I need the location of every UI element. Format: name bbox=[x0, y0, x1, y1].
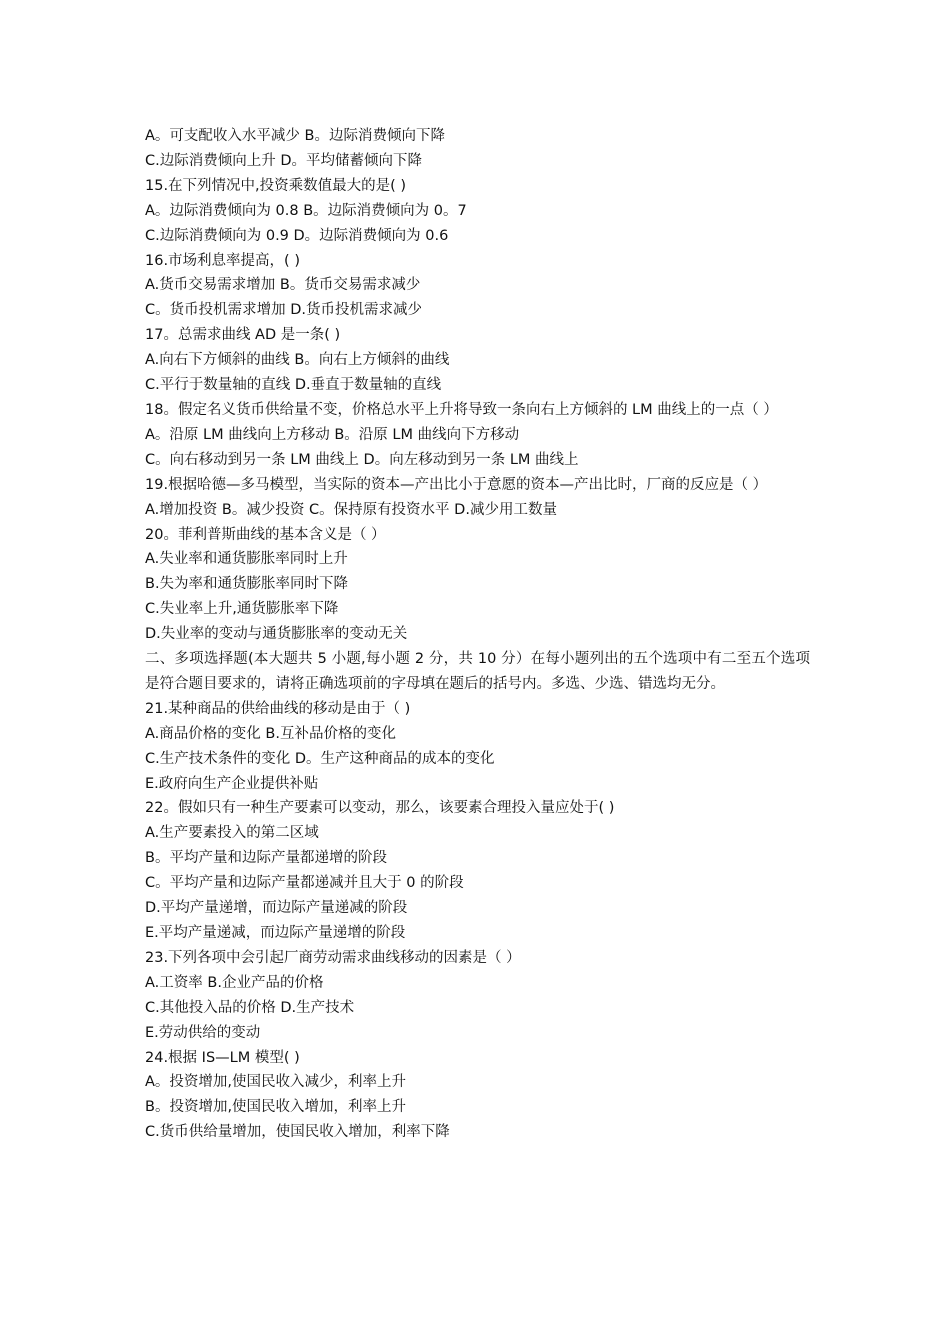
option-22e: E.平均产量递减，而边际产量递增的阶段 bbox=[145, 925, 406, 941]
option-line-14ab: A。可支配收入水平减少 B。边际消费倾向下降 bbox=[145, 128, 445, 144]
option-line-17ab: A.向右下方倾斜的曲线 B。向右上方倾斜的曲线 bbox=[145, 352, 450, 369]
option-line-15ab: A。边际消费倾向为 0.8 B。边际消费倾向为 0。7 bbox=[145, 202, 467, 219]
option-22b: B。平均产量和边际产量都递增的阶段 bbox=[145, 850, 387, 867]
option-line-21ab: A.商品价格的变化 B.互补品价格的变化 bbox=[145, 725, 396, 742]
section-heading-multiple-choice: 二、多项选择题(本大题共 5 小题,每小题 2 分，共 10 分）在每小题列出的五个选项中有二至五个选项是符合题目要求的，请将正确选项前的字母填在题后的括号内。多选、少选、错选均无分。 bbox=[145, 651, 810, 692]
question-20: 20。菲利普斯曲线的基本含义是（ ） bbox=[145, 526, 386, 543]
option-22d: D.平均产量递增，而边际产量递减的阶段 bbox=[145, 900, 408, 917]
question-19: 19.根据哈德—多马模型，当实际的资本—产出比小于意愿的资本—产出比时，厂商的反应是（ ） bbox=[145, 476, 768, 493]
option-line-16cd: C。货币投机需求增加 D.货币投机需求减少 bbox=[145, 302, 423, 319]
option-20d: D.失业率的变动与通货膨胀率的变动无关 bbox=[145, 626, 408, 643]
question-23: 23.下列各项中会引起厂商劳动需求曲线移动的因素是（ ） bbox=[145, 949, 521, 966]
option-line-17cd: C.平行于数量轴的直线 D.垂直于数量轴的直线 bbox=[145, 377, 442, 394]
option-24c: C.货币供给量增加，使国民收入增加，利率下降 bbox=[145, 1124, 450, 1141]
option-20b: B.失为率和通货膨胀率同时下降 bbox=[145, 576, 349, 593]
question-17: 17。总需求曲线 AD 是一条( ) bbox=[145, 327, 341, 344]
question-22: 22。假如只有一种生产要素可以变动，那么，该要素合理投入量应处于( ) bbox=[145, 800, 615, 817]
option-line-16ab: A.货币交易需求增加 B。货币交易需求减少 bbox=[145, 277, 421, 294]
option-21e: E.政府向生产企业提供补贴 bbox=[145, 775, 319, 792]
option-line-18ab: A。沿原 LM 曲线向上方移动 B。沿原 LM 曲线向下方移动 bbox=[145, 426, 520, 443]
question-24: 24.根据 IS—LM 模型( ) bbox=[145, 1049, 300, 1066]
question-16: 16.市场利息率提高，( ) bbox=[145, 252, 300, 269]
document-page bbox=[145, 124, 810, 1145]
option-20c: C.失业率上升,通货膨胀率下降 bbox=[145, 601, 339, 618]
option-line-18cd: C。向右移动到另一条 LM 曲线上 D。向左移动到另一条 LM 曲线上 bbox=[145, 451, 579, 468]
option-24a: A。投资增加,使国民收入减少，利率上升 bbox=[145, 1074, 407, 1091]
question-18: 18。假定名义货币供给量不变，价格总水平上升将导致一条向右上方倾斜的 LM 曲线上的一点（ ） bbox=[145, 401, 778, 418]
option-line-15cd: C.边际消费倾向为 0.9 D。边际消费倾向为 0.6 bbox=[145, 227, 449, 244]
option-23e: E.劳动供给的变动 bbox=[145, 1024, 261, 1041]
option-line-14cd: C.边际消费倾向上升 D。平均储蓄倾向下降 bbox=[145, 152, 423, 169]
option-24b: B。投资增加,使国民收入增加，利率上升 bbox=[145, 1099, 407, 1116]
option-line-23ab: A.工资率 B.企业产品的价格 bbox=[145, 974, 324, 991]
option-line-21cd: C.生产技术条件的变化 D。生产这种商品的成本的变化 bbox=[145, 750, 495, 767]
option-22c: C。平均产量和边际产量都递减并且大于 0 的阶段 bbox=[145, 875, 464, 892]
option-line-23cd: C.其他投入品的价格 D.生产技术 bbox=[145, 999, 355, 1016]
option-22a: A.生产要素投入的第二区域 bbox=[145, 825, 319, 842]
option-20a: A.失业率和通货膨胀率同时上升 bbox=[145, 551, 348, 568]
question-15: 15.在下列情况中,投资乘数值最大的是( ) bbox=[145, 177, 407, 194]
question-21: 21.某种商品的供给曲线的移动是由于（ ) bbox=[145, 700, 411, 717]
option-line-19: A.增加投资 B。减少投资 C。保持原有投资水平 D.减少用工数量 bbox=[145, 501, 557, 518]
